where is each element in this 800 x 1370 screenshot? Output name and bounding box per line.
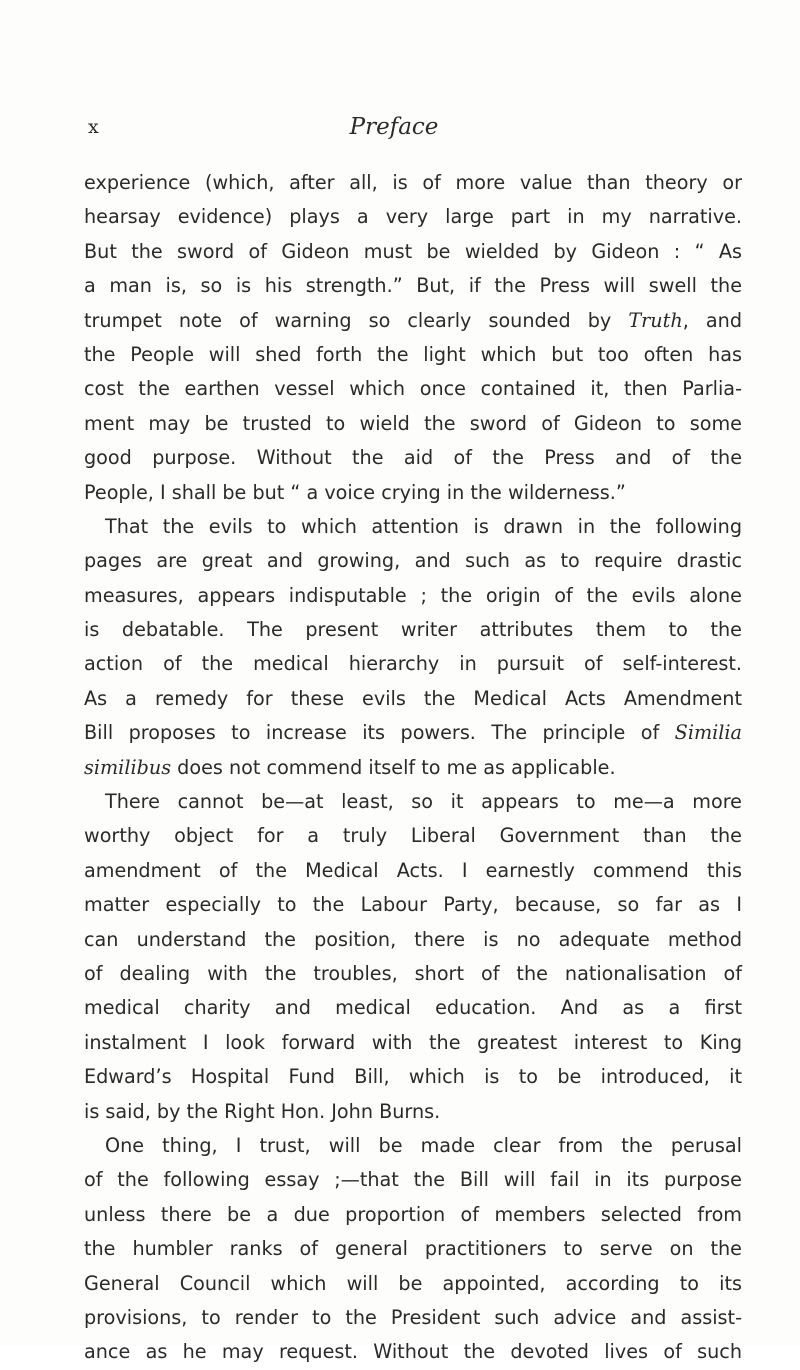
text-line <box>84 407 742 441</box>
text-line <box>84 1301 742 1335</box>
text-line <box>84 1026 742 1060</box>
text-line <box>84 991 742 1025</box>
text-line <box>84 1095 742 1129</box>
text-line <box>84 888 742 922</box>
text-run: does not commend itself to me as applicable. <box>171 755 616 779</box>
text-run: hearsay evidence) plays a very large part in my narrative. <box>84 205 742 229</box>
text-run: of dealing with the troubles, short of the nationalisation of <box>84 961 742 985</box>
text-line <box>84 269 742 303</box>
page-number: x <box>88 116 100 138</box>
text-run: But the sword of Gideon must be wielded by Gideon : “ As <box>84 239 742 263</box>
text-run: a man is, so is his strength.” But, if the Press will swell the <box>84 274 742 298</box>
text-run: cost the earthen vessel which once contained it, then Parlia- <box>84 377 742 401</box>
text-line <box>84 1060 742 1094</box>
body-text <box>84 166 742 1370</box>
text-run: instalment I look forward with the greatest interest to King <box>84 1030 742 1054</box>
text-line <box>84 854 742 888</box>
text-run: provisions, to render to the President such advice and assist- <box>84 1305 742 1329</box>
text-line <box>84 1232 742 1266</box>
text-line <box>84 338 742 372</box>
text-run: experience (which, after all, is of more value than theory or <box>84 171 742 194</box>
text-run: Edward’s Hospital Fund Bill, which is to be introduced, it <box>84 1065 742 1089</box>
text-run: amendment of the Medical Acts. I earnestly commend this <box>84 858 742 882</box>
text-run: There cannot be—at least, so it appears to me—a more <box>105 790 742 814</box>
text-run: is said, by the Right Hon. John Burns. <box>84 1099 441 1123</box>
text-run: unless there be a due proportion of members selected from <box>84 1202 742 1226</box>
text-run: ment may be trusted to wield the sword of Gideon to some <box>84 411 742 435</box>
text-line <box>84 923 742 957</box>
running-head-title: Preface <box>349 114 439 140</box>
text-line <box>84 957 742 991</box>
text-line <box>84 166 742 200</box>
text-line <box>84 1198 742 1232</box>
text-run: People, I shall be but “ a voice crying in the wilderness.” <box>84 480 626 504</box>
text-line <box>84 372 742 406</box>
text-run: the People will shed forth the light which but too often has <box>84 342 742 366</box>
text-line <box>84 819 742 853</box>
text-line <box>84 510 742 544</box>
text-line <box>84 785 742 819</box>
text-line <box>84 1129 742 1163</box>
text-run: action of the medical hierarchy in pursuit of self-interest. <box>84 652 742 676</box>
text-run: of the following essay ;—that the Bill will fail in its purpose <box>84 1168 742 1192</box>
text-line <box>84 544 742 578</box>
text-run: ance as he may request. Without the devoted lives of such <box>84 1340 742 1364</box>
text-run: worthy object for a truly Liberal Government than the <box>84 824 742 848</box>
text-line <box>84 751 742 785</box>
text-run: measures, appears indisputable ; the origin of the evils alone <box>84 583 742 607</box>
text-line <box>84 304 742 338</box>
text-run: pages are great and growing, and such as to require drastic <box>84 549 742 573</box>
text-run: General Council which will be appointed, according to its <box>84 1271 742 1295</box>
text-run: As a remedy for these evils the Medical Acts Amendment <box>84 686 742 710</box>
text-run: matter especially to the Labour Party, because, so far as I <box>84 893 742 917</box>
text-run: the humbler ranks of general practitioners to serve on the <box>84 1237 742 1261</box>
text-run: One thing, I trust, will be made clear from the perusal <box>105 1133 742 1157</box>
text-line <box>84 200 742 234</box>
text-line <box>84 716 742 750</box>
text-line <box>84 441 742 475</box>
text-run: , and <box>682 308 742 332</box>
text-line <box>84 647 742 681</box>
text-line <box>84 682 742 716</box>
italic-text: Similia <box>674 721 742 745</box>
text-line <box>84 1267 742 1301</box>
text-run: medical charity and medical education. And as a first <box>84 996 742 1020</box>
text-line <box>84 579 742 613</box>
text-run: can understand the position, there is no adequate method <box>84 927 742 951</box>
italic-text: Truth <box>628 308 683 332</box>
text-run: is debatable. The present writer attributes them to the <box>84 618 742 642</box>
text-line <box>84 613 742 647</box>
text-line <box>84 235 742 269</box>
text-line <box>84 1335 742 1369</box>
text-run: That the evils to which attention is drawn in the following <box>105 514 742 538</box>
text-line <box>84 1163 742 1197</box>
text-line <box>84 476 742 510</box>
running-head <box>48 116 740 144</box>
text-run: trumpet note of warning so clearly sounded by <box>84 308 629 332</box>
text-run: good purpose. Without the aid of the Press and of the <box>84 446 742 470</box>
text-run: Bill proposes to increase its powers. The principle of <box>84 721 675 745</box>
italic-text: similibus <box>84 755 172 779</box>
